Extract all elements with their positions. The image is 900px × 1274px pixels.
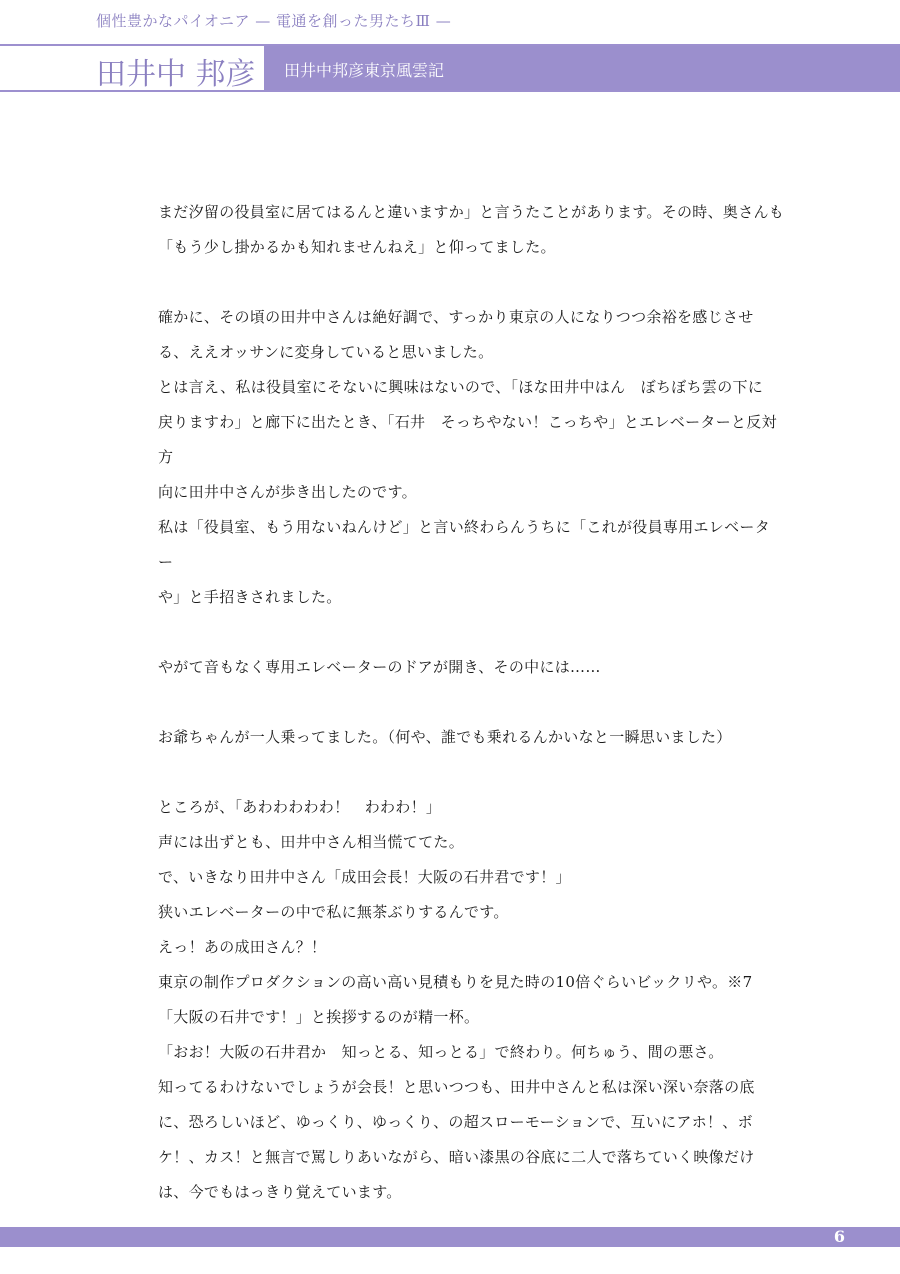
paragraph-gap — [158, 615, 785, 650]
body-line: やがて音もなく専用エレベーターのドアが開き、その中には…… — [158, 658, 601, 676]
body-line: 狭いエレベーターの中で私に無茶ぶりするんです。 — [158, 903, 509, 921]
body-line: 向に田井中さんが歩き出したのです。 — [158, 483, 417, 501]
paragraph-gap — [158, 265, 785, 300]
body-line: で、いきなり田井中さん「成田会長！大阪の石井君です！」 — [158, 868, 571, 886]
body-line: お爺ちゃんが一人乗ってました。（何や、誰でも乗れるんかいなと一瞬思いました） — [158, 728, 732, 746]
body-line: や」と手招きされました。 — [158, 588, 342, 606]
body-line: 東京の制作プロダクションの高い高い見積もりを見た時の10倍ぐらいビックリや。※7 — [158, 973, 753, 991]
paragraph-gap — [158, 685, 785, 720]
body-line: ところが、「あわわわわわ！ わわわ！」 — [158, 798, 442, 816]
page-number: 6 — [833, 1227, 845, 1246]
body-line: 確かに、その頃の田井中さんは絶好調で、すっかり東京の人になりつつ余裕を感じさせ — [158, 308, 754, 326]
paragraph-gap — [158, 755, 785, 790]
body-line: 声には出ずとも、田井中さん相当慌ててた。 — [158, 833, 465, 851]
body-line: とは言え、私は役員室にそないに興味はないので、「ほな田井中はん ぼちぼち雲の下に — [158, 378, 764, 396]
body-line: まだ汐留の役員室に居てはるんと違いますか」と言うたことがあります。その時、奥さんも — [158, 203, 785, 221]
article-subtitle: 田井中邦彦東京風雲記 — [284, 61, 445, 80]
body-line: 私は「役員室、もう用ないねんけど」と言い終わらんうちに「これが役員専用エレベーター — [158, 518, 771, 571]
footer-band — [0, 1227, 900, 1247]
body-line: は、今でもはっきり覚えています。 — [158, 1183, 402, 1201]
body-line: えっ！あの成田さん？！ — [158, 938, 327, 956]
body-line: 「もう少し掛かるかも知れませんねえ」と仰ってました。 — [158, 238, 556, 256]
body-line: に、恐ろしいほど、ゆっくり、ゆっくり、の超スローモーションで、互いにアホ！、ボ — [158, 1113, 753, 1131]
article-body — [158, 195, 785, 1210]
body-line: 「大阪の石井です！」と挨拶するのが精一杯。 — [158, 1008, 480, 1026]
author-name: 田井中 邦彦 — [96, 57, 256, 92]
body-line: 戻りますわ」と廊下に出たとき、「石井 そっちやない！こっちや」とエレベーターと反対方 — [158, 413, 777, 466]
body-line: る、ええオッサンに変身していると思いました。 — [158, 343, 494, 361]
body-line: 知ってるわけないでしょうが会長！と思いつつも、田井中さんと私は深い深い奈落の底 — [158, 1078, 755, 1096]
series-title: 個性豊かなパイオニア — 電通を創った男たちⅢ — — [96, 12, 452, 30]
body-line: ケ！、カス！と無言で罵しりあいながら、暗い漆黒の谷底に二人で落ちていく映像だけ — [158, 1148, 755, 1166]
body-line: 「おお！大阪の石井君か 知っとる、知っとる」で終わり。何ちゅう、間の悪さ。 — [158, 1043, 724, 1061]
